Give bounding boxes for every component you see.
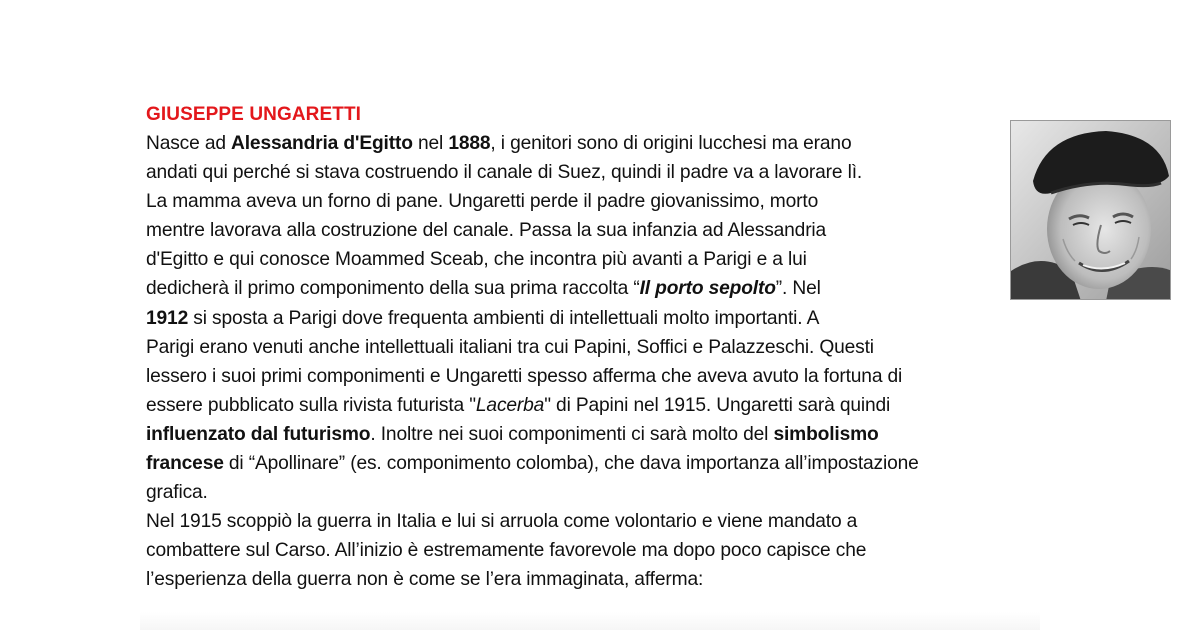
text-line [146, 362, 919, 391]
text-line [146, 507, 919, 536]
page-bottom-shadow [140, 612, 1040, 630]
text-line [146, 449, 919, 478]
text-line [146, 158, 919, 187]
text-line [146, 478, 919, 507]
emphasized-text: simbolismo [773, 423, 879, 445]
biography-text [146, 129, 919, 595]
emphasized-text: Lacerba [475, 394, 545, 416]
portrait-photo [1010, 120, 1171, 300]
text-line [146, 274, 919, 303]
text-span: d'Egitto e qui conosce Moammed Sceab, che incontra più avanti a Parigi e a lui [146, 249, 807, 271]
text-span: grafica. [146, 482, 208, 504]
text-span: lessero i suoi primi componimenti e Ungaretti spesso afferma che aveva avuto la fortuna di [146, 365, 903, 387]
text-span: Nasce ad [146, 133, 232, 154]
text-line [146, 333, 919, 362]
text-span: dedicherà il primo componimento della sua prima raccolta “ [146, 278, 640, 300]
text-line [146, 565, 919, 594]
emphasized-text: francese [146, 453, 224, 475]
emphasized-text: 1888 [448, 133, 491, 154]
emphasized-text: Alessandria d'Egitto [231, 133, 413, 154]
text-span: nel [412, 133, 449, 154]
text-line [146, 536, 919, 565]
text-span: andati qui perché si stava costruendo il canale di Suez, quindi il padre va a lavorare lì. [146, 162, 863, 184]
emphasized-text: Il porto sepolto [639, 278, 776, 300]
text-span: combattere sul Carso. All’inizio è estremamente favorevole ma dopo poco capisce che [146, 540, 867, 562]
text-line [146, 304, 919, 333]
text-span: essere pubblicato sulla rivista futurista " [146, 394, 476, 416]
text-line [146, 129, 919, 158]
text-span: ”. Nel [775, 278, 821, 300]
text-span: La mamma aveva un forno di pane. Ungaretti perde il padre giovanissimo, morto [146, 191, 819, 213]
text-line [146, 391, 919, 420]
page-title: GIUSEPPE UNGARETTI [146, 104, 362, 125]
text-line [146, 216, 919, 245]
text-span: l’esperienza della guerra non è come se l’era immaginata, afferma: [146, 569, 704, 591]
text-span: Parigi erano venuti anche intellettuali italiani tra cui Papini, Soffici e Palazzeschi. Questi [146, 336, 874, 358]
text-span: si sposta a Parigi dove frequenta ambienti di intellettuali molto importanti. A [188, 307, 820, 329]
text-line [146, 187, 919, 216]
emphasized-text: 1912 [146, 307, 189, 329]
text-line [146, 245, 919, 274]
text-span: . Inoltre nei suoi componimenti ci sarà molto del [370, 423, 774, 445]
text-span: " di Papini nel 1915. Ungaretti sarà quindi [544, 394, 891, 416]
text-span: , i genitori sono di origini lucchesi ma erano [490, 133, 852, 154]
emphasized-text: influenzato dal futurismo [146, 423, 371, 445]
text-span: di “Apollinare” (es. componimento colomba), che dava importanza all’impostazione [223, 453, 919, 475]
text-span: mentre lavorava alla costruzione del canale. Passa la sua infanzia ad Alessandria [146, 220, 827, 242]
text-line [146, 420, 919, 449]
text-span: Nel 1915 scoppiò la guerra in Italia e lui si arruola come volontario e viene mandato a [146, 511, 858, 533]
